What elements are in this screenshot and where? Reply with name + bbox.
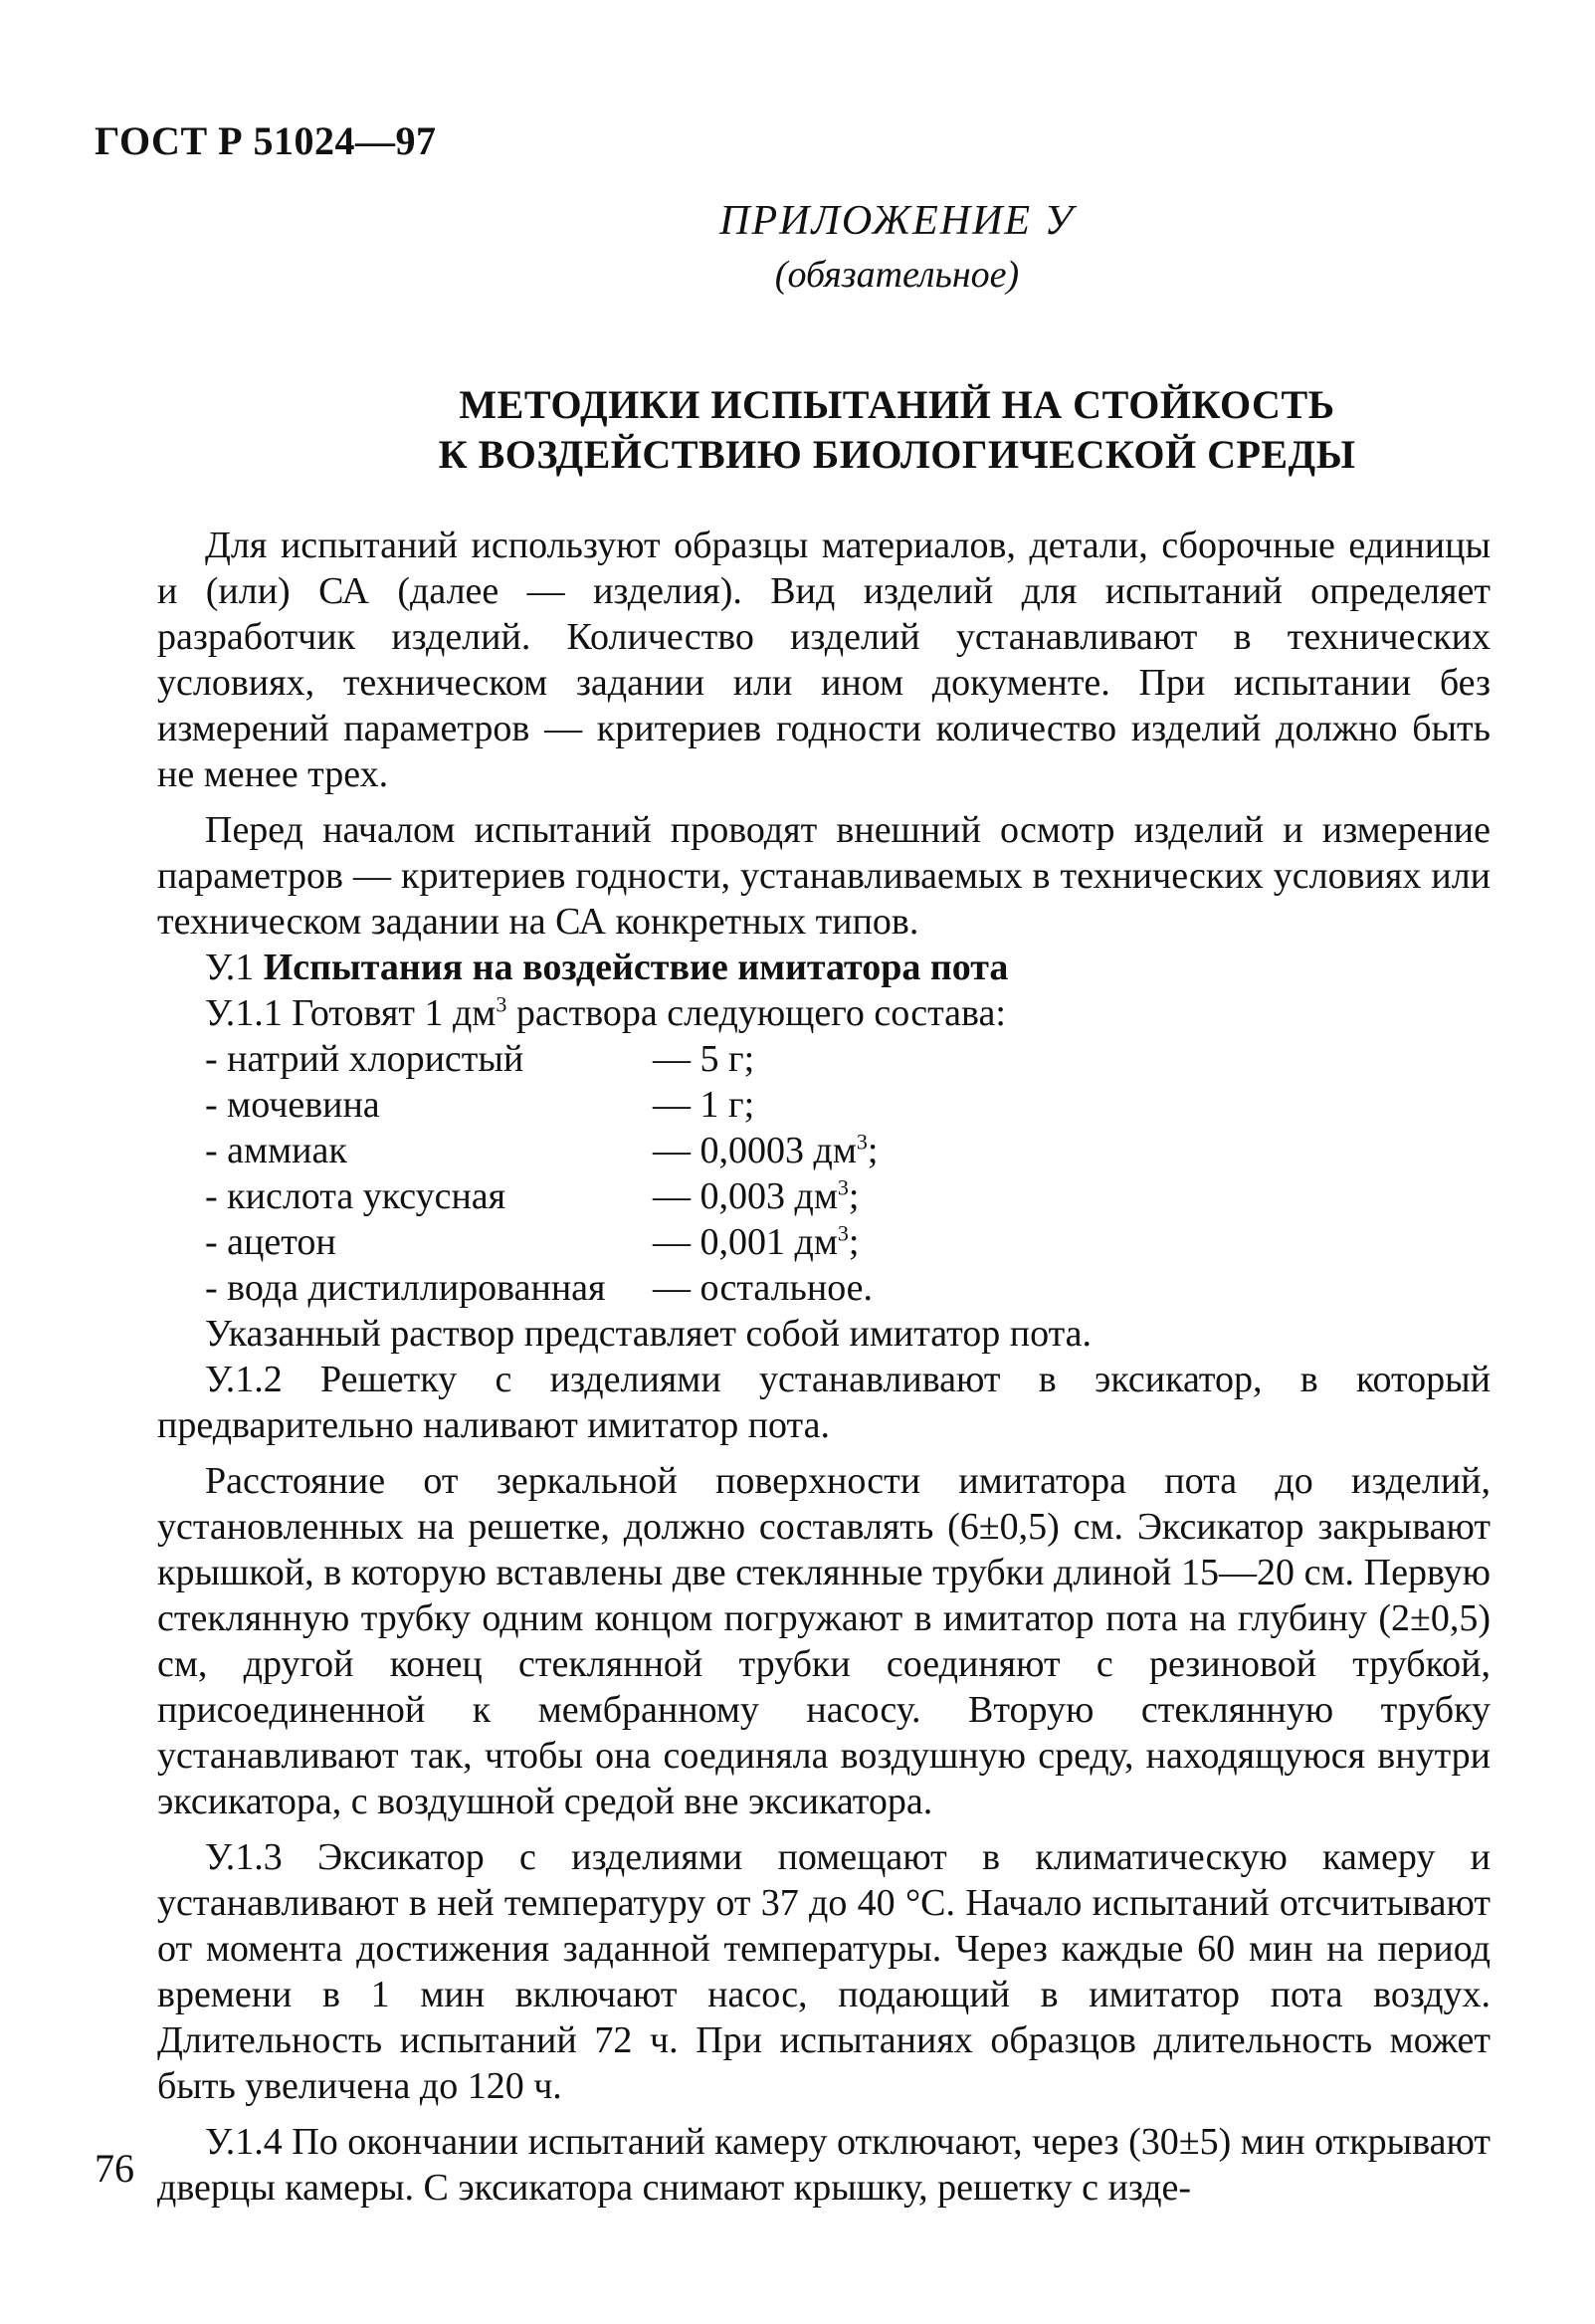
- composition-item: [205, 1265, 1491, 1311]
- composition-item: [205, 1082, 1491, 1128]
- clause-u13: У.1.3 Эксикатор с изделиями помещают в климатическую камеру и устанавливают в ней температуру от 37 до 40 °С. Начало испытаний отсчитывают от момента достижения заданной температуры. Через каждые 60 мин на период времени в 1 мин включают насос, подающий в имитатор пота воздух. Длительность испытаний 72 ч. При испытаниях образцов длительность может быть увеличена до 120 ч.: [157, 1836, 1491, 2107]
- section-heading: [157, 945, 1491, 990]
- appendix-subtitle: (обязательное): [774, 254, 1020, 296]
- component-name: - аммиак: [205, 1130, 347, 1171]
- standard-designation: ГОСТ Р 51024—97: [95, 118, 437, 163]
- component-name: - натрий хлористый: [205, 1038, 524, 1080]
- component-name: - вода дистиллированная: [205, 1267, 606, 1309]
- section-title: Испытания на воздействие имитатора пота: [263, 947, 1009, 988]
- section-number: У.1: [205, 947, 255, 988]
- component-amount: — 1 г;: [653, 1084, 755, 1126]
- clause-u12: У.1.2 Решетку с изделиями устанавливают в эксикатор, в который предварительно наливают имитатор пота.: [157, 1359, 1491, 1446]
- component-amount: — 0,003 $дм^3$;: [653, 1174, 860, 1217]
- document-title: [0, 380, 1595, 480]
- composition-list: [157, 1036, 1491, 1311]
- component-amount: — 5 г;: [653, 1038, 755, 1080]
- component-name: - кислота уксусная: [205, 1175, 506, 1217]
- intro-paragraph-2: Перед началом испытаний проводят внешний осмотр изделий и измерение параметров — критериев годности, устанавливаемых в технических условиях или техническом задании на СА конкретных типов.: [157, 809, 1491, 943]
- page-number: 76: [95, 2146, 134, 2191]
- component-amount: — 0,0003 $дм^3$;: [653, 1129, 879, 1171]
- component-amount: — остальное.: [653, 1267, 874, 1309]
- solution-note: Указанный раствор представляет собой имитатор пота.: [205, 1313, 1093, 1355]
- appendix-heading: [0, 197, 1595, 297]
- clause-u14: У.1.4 По окончании испытаний камеру отключают, через (30±5) мин открывают дверцы камеры. С эксикатора снимают крышку, решетку с изде-: [157, 2121, 1491, 2209]
- component-name: - мочевина: [205, 1084, 380, 1126]
- clause-u11-sup: 3: [496, 991, 507, 1017]
- title-line-1: МЕТОДИКИ ИСПЫТАНИЙ НА СТОЙКОСТЬ: [459, 382, 1335, 427]
- clause-u11: [157, 990, 1491, 1036]
- clause-u12-paragraph-2: Расстояние от зеркальной поверхности имитатора пота до изделий, установленных на решетке, должно составлять (6±0,5) см. Эксикатор закрывают крышкой, в которую вставлены две стеклянные трубки длиной 15—20 см. Первую стеклянную трубку одним концом погружают в имитатор пота на глубину (2±0,5) см, другой конец стеклянной трубки соединяют с резиновой трубкой, присоединенной к мембранному насосу. Вторую стеклянную трубку устанавливают так, чтобы она соединяла воздушную среду, находящуюся внутри эксикатора, с воздушной средой вне эксикатора.: [157, 1460, 1491, 1822]
- title-line-2: К ВОЗДЕЙСТВИЮ БИОЛОГИЧЕСКОЙ СРЕДЫ: [438, 432, 1356, 477]
- component-amount: — 0,001 $дм^3$;: [653, 1220, 860, 1263]
- intro-paragraph-1: Для испытаний используют образцы материалов, детали, сборочные единицы и (или) СА (далее — изделия). Вид изделий для испытаний определяет разработчик изделий. Количество изделий устанавливают в технических условиях, техническом задании или ином документе. При испытании без измерений параметров — критериев годности количество изделий должно быть не менее трех.: [157, 525, 1491, 795]
- clause-u11-text: У.1.1 Готовят 1 дм: [205, 992, 497, 1034]
- appendix-title: ПРИЛОЖЕНИЕ У: [719, 198, 1075, 244]
- composition-item: [205, 1173, 1491, 1219]
- component-name: - ацетон: [205, 1221, 336, 1263]
- clause-u11-tail: раствора следующего состава:: [506, 992, 1006, 1034]
- composition-item: [205, 1036, 1491, 1082]
- composition-item: [205, 1128, 1491, 1173]
- composition-item: [205, 1219, 1491, 1265]
- body-text: [157, 523, 1491, 2211]
